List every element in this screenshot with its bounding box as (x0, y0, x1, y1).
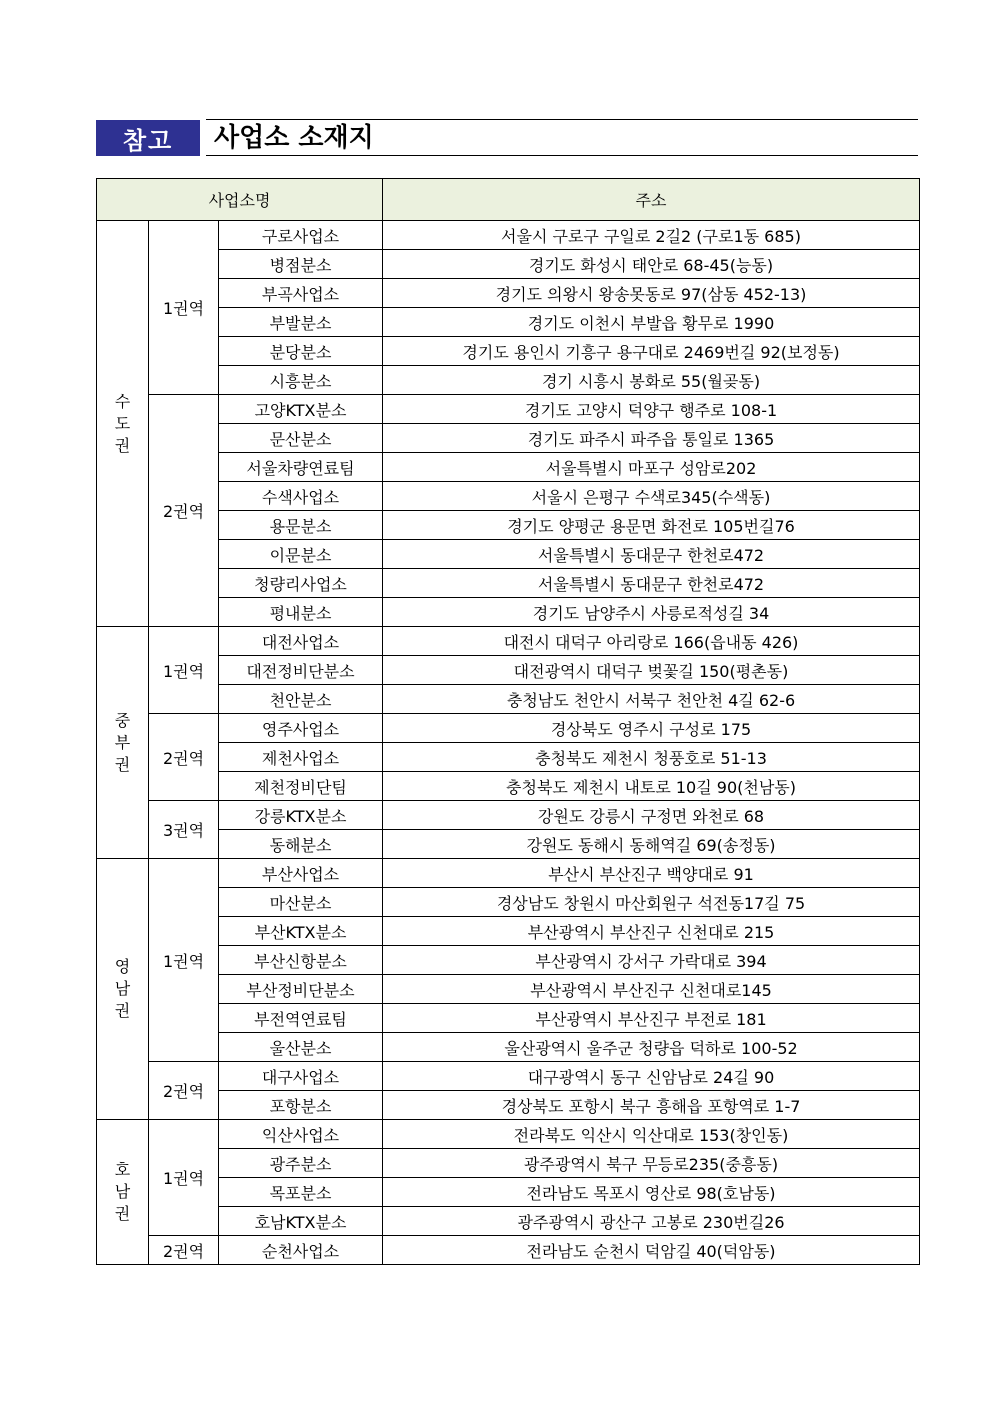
region-cell (97, 859, 149, 1120)
table-row (97, 1207, 920, 1236)
table-row (97, 1033, 920, 1062)
site-address-cell: 강원도 동해시 동해역길 69(송정동) (383, 830, 920, 859)
site-address-cell: 충청남도 천안시 서북구 천안천 4길 62-6 (383, 685, 920, 714)
table-row (97, 656, 920, 685)
table-row (97, 685, 920, 714)
table-row (97, 366, 920, 395)
zone-cell: 2권역 (149, 1236, 219, 1265)
reference-badge: 참고 (96, 120, 200, 156)
region-char: 영 (114, 957, 131, 976)
table-row (97, 221, 920, 250)
site-address-cell: 대구광역시 동구 신암남로 24길 90 (383, 1062, 920, 1091)
region-cell (97, 1120, 149, 1265)
site-address-cell: 경기도 화성시 태안로 68-45(능동) (383, 250, 920, 279)
site-address-cell: 광주광역시 광산구 고봉로 230번길26 (383, 1207, 920, 1236)
table-row (97, 801, 920, 830)
table-row (97, 279, 920, 308)
site-address-cell: 부산광역시 부산진구 신천대로 215 (383, 917, 920, 946)
site-name-cell: 광주분소 (219, 1149, 383, 1178)
site-address-cell: 경상북도 영주시 구성로 175 (383, 714, 920, 743)
region-char: 권 (114, 1204, 131, 1223)
header-site-name: 사업소명 (97, 179, 383, 221)
site-address-cell: 경기도 의왕시 왕송못동로 97(삼동 452-13) (383, 279, 920, 308)
site-name-cell: 포항분소 (219, 1091, 383, 1120)
site-name-cell: 분당분소 (219, 337, 383, 366)
table-row (97, 308, 920, 337)
site-name-cell: 수색사업소 (219, 482, 383, 511)
site-name-cell: 부곡사업소 (219, 279, 383, 308)
table-row (97, 917, 920, 946)
site-address-cell: 서울시 구로구 구일로 2길2 (구로1동 685) (383, 221, 920, 250)
site-name-cell: 대구사업소 (219, 1062, 383, 1091)
table-row (97, 772, 920, 801)
zone-cell: 2권역 (149, 1062, 219, 1120)
table-row (97, 1062, 920, 1091)
site-address-cell: 서울특별시 동대문구 한천로472 (383, 569, 920, 598)
site-address-cell: 경기도 이천시 부발읍 황무로 1990 (383, 308, 920, 337)
site-name-cell: 호남KTX분소 (219, 1207, 383, 1236)
table-row (97, 946, 920, 975)
table-row (97, 859, 920, 888)
site-name-cell: 울산분소 (219, 1033, 383, 1062)
site-name-cell: 병점분소 (219, 250, 383, 279)
table-row (97, 395, 920, 424)
table-row (97, 1236, 920, 1265)
site-location-table (96, 178, 920, 1265)
site-address-cell: 경기도 용인시 기흥구 용구대로 2469번길 92(보정동) (383, 337, 920, 366)
site-address-cell: 경기도 남양주시 사릉로적성길 34 (383, 598, 920, 627)
site-address-cell: 경상남도 창원시 마산회원구 석전동17길 75 (383, 888, 920, 917)
region-char: 호 (114, 1160, 131, 1179)
region-char: 남 (114, 1182, 131, 1201)
table-row (97, 1149, 920, 1178)
site-name-cell: 제천정비단팀 (219, 772, 383, 801)
site-name-cell: 문산분소 (219, 424, 383, 453)
region-char: 부 (114, 732, 131, 752)
site-name-cell: 부산정비단분소 (219, 975, 383, 1004)
site-name-cell: 이문분소 (219, 540, 383, 569)
region-char: 남 (114, 979, 131, 998)
site-name-cell: 강릉KTX분소 (219, 801, 383, 830)
site-address-cell: 서울시 은평구 수색로345(수색동) (383, 482, 920, 511)
site-name-cell: 대전사업소 (219, 627, 383, 656)
table-row (97, 1004, 920, 1033)
table-row (97, 424, 920, 453)
table-row (97, 337, 920, 366)
site-address-cell: 광주광역시 북구 무등로235(중흥동) (383, 1149, 920, 1178)
site-name-cell: 대전정비단분소 (219, 656, 383, 685)
table-row (97, 598, 920, 627)
site-address-cell: 경상북도 포항시 북구 흥해읍 포항역로 1-7 (383, 1091, 920, 1120)
site-name-cell: 시흥분소 (219, 366, 383, 395)
table-row (97, 975, 920, 1004)
table-row (97, 743, 920, 772)
site-name-cell: 동해분소 (219, 830, 383, 859)
site-address-cell: 대전광역시 대덕구 벚꽃길 150(평촌동) (383, 656, 920, 685)
site-address-cell: 강원도 강릉시 구정면 와천로 68 (383, 801, 920, 830)
site-address-cell: 대전시 대덕구 아리랑로 166(읍내동 426) (383, 627, 920, 656)
header-address: 주소 (383, 179, 920, 221)
site-name-cell: 고양KTX분소 (219, 395, 383, 424)
heading-rule-bottom (206, 155, 918, 156)
region-char: 권 (114, 754, 131, 774)
table-row (97, 569, 920, 598)
region-cell (97, 627, 149, 859)
site-address-cell: 서울특별시 마포구 성암로202 (383, 453, 920, 482)
section-heading (96, 118, 918, 156)
site-address-cell: 전라북도 익산시 익산대로 153(창인동) (383, 1120, 920, 1149)
table-row (97, 482, 920, 511)
site-address-cell: 경기 시흥시 봉화로 55(월곶동) (383, 366, 920, 395)
site-address-cell: 충청북도 제천시 청풍호로 51-13 (383, 743, 920, 772)
site-address-cell: 경기도 파주시 파주읍 통일로 1365 (383, 424, 920, 453)
site-address-cell: 전라남도 목포시 영산로 98(호남동) (383, 1178, 920, 1207)
zone-cell: 1권역 (149, 859, 219, 1062)
zone-cell: 1권역 (149, 627, 219, 714)
site-address-cell: 부산광역시 부산진구 부전로 181 (383, 1004, 920, 1033)
zone-cell: 3권역 (149, 801, 219, 859)
site-address-cell: 충청북도 제천시 내토로 10길 90(천남동) (383, 772, 920, 801)
zone-cell: 2권역 (149, 714, 219, 801)
table-row (97, 511, 920, 540)
table-row (97, 453, 920, 482)
site-address-cell: 부산시 부산진구 백양대로 91 (383, 859, 920, 888)
table-row (97, 1091, 920, 1120)
region-char: 도 (114, 413, 131, 433)
region-char: 중 (114, 710, 131, 730)
site-name-cell: 청량리사업소 (219, 569, 383, 598)
site-name-cell: 제천사업소 (219, 743, 383, 772)
site-name-cell: 부산KTX분소 (219, 917, 383, 946)
site-address-cell: 부산광역시 부산진구 신천대로145 (383, 975, 920, 1004)
site-name-cell: 순천사업소 (219, 1236, 383, 1265)
site-address-cell: 경기도 양평군 용문면 화전로 105번길76 (383, 511, 920, 540)
site-name-cell: 천안분소 (219, 685, 383, 714)
region-char: 수 (114, 391, 131, 411)
site-address-cell: 부산광역시 강서구 가락대로 394 (383, 946, 920, 975)
site-name-cell: 용문분소 (219, 511, 383, 540)
table-row (97, 250, 920, 279)
page-title: 사업소 소재지 (214, 123, 374, 153)
site-name-cell: 부산신항분소 (219, 946, 383, 975)
table-row (97, 627, 920, 656)
table-row (97, 830, 920, 859)
site-name-cell: 부전역연료팀 (219, 1004, 383, 1033)
zone-cell: 2권역 (149, 395, 219, 627)
table-row (97, 888, 920, 917)
table-row (97, 714, 920, 743)
region-cell (97, 221, 149, 627)
site-address-cell: 서울특별시 동대문구 한천로472 (383, 540, 920, 569)
region-char: 권 (114, 435, 131, 455)
site-name-cell: 구로사업소 (219, 221, 383, 250)
table-header-row (97, 179, 920, 221)
site-name-cell: 익산사업소 (219, 1120, 383, 1149)
table-row (97, 1178, 920, 1207)
zone-cell: 1권역 (149, 1120, 219, 1236)
site-name-cell: 목포분소 (219, 1178, 383, 1207)
site-address-cell: 전라남도 순천시 덕암길 40(덕암동) (383, 1236, 920, 1265)
region-char: 권 (114, 1001, 131, 1020)
zone-cell: 1권역 (149, 221, 219, 395)
site-name-cell: 서울차량연료팀 (219, 453, 383, 482)
site-name-cell: 마산분소 (219, 888, 383, 917)
site-name-cell: 평내분소 (219, 598, 383, 627)
site-address-cell: 경기도 고양시 덕양구 행주로 108-1 (383, 395, 920, 424)
site-name-cell: 부산사업소 (219, 859, 383, 888)
site-name-cell: 영주사업소 (219, 714, 383, 743)
site-name-cell: 부발분소 (219, 308, 383, 337)
table-row (97, 540, 920, 569)
table-row (97, 1120, 920, 1149)
site-address-cell: 울산광역시 울주군 청량읍 덕하로 100-52 (383, 1033, 920, 1062)
